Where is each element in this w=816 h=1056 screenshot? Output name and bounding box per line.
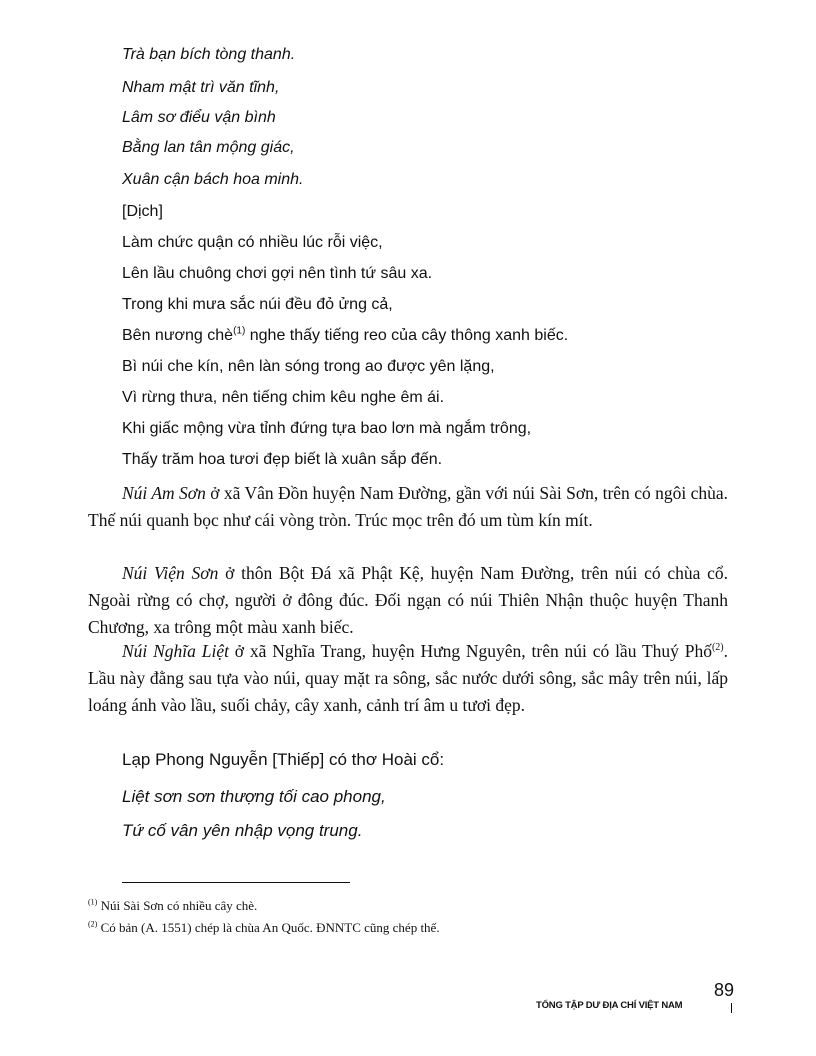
translation-line: Thấy trăm hoa tươi đẹp biết là xuân sắp đến. — [122, 451, 443, 468]
paragraph-vien-son — [88, 560, 728, 641]
poem2-line: Tứ cố vân yên nhập vọng trung. — [122, 821, 363, 840]
poem-line: Trà bạn bích tòng thanh. — [122, 46, 296, 63]
text: ở xã Vân Đồn huyện Nam Đường, gần với núi Sài Sơn, trên có ngôi chùa. Thế núi quanh bọc như cái vòng tròn. Trúc mọc trên đó um tùm kín mít. — [88, 483, 728, 530]
translation-line: Làm chức quận có nhiều lúc rỗi việc, — [122, 234, 383, 251]
poem-line: Xuân cận bách hoa minh. — [122, 171, 304, 188]
page-number: 89 — [714, 980, 735, 1000]
text: . Lầu này đằng sau tựa vào núi, quay mặt ra sông, sắc nước dưới sông, sắc mây trên núi, lấp loáng ánh vào lầu, suối chảy, cây xanh, cảnh trí âm u tươi đẹp. — [88, 641, 728, 715]
poem-line: Lâm sơ điểu vận bình — [122, 109, 276, 126]
place-name: Núi Nghĩa Liệt — [122, 641, 229, 661]
footnote-divider — [122, 882, 350, 883]
footnote — [88, 920, 440, 936]
text: ở xã Nghĩa Trang, huyện Hưng Nguyên, trên núi có lầu Thuý Phố — [228, 641, 712, 661]
footnote — [88, 898, 257, 914]
text: Bên nương chè — [122, 327, 234, 344]
text: Núi Sài Sơn có nhiều cây chè. — [97, 898, 258, 913]
text: ở thôn Bột Đá xã Phật Kệ, huyện Nam Đường, trên núi có chùa cổ. Ngoài rừng có chợ, người ở đông đúc. Đối ngạn có núi Thiên Nhận thuộc huyện Thanh Chương, xa trông một màu xanh biếc. — [88, 563, 728, 637]
footnote-mark: (2) — [88, 919, 98, 929]
translation-line: Khi giấc mộng vừa tỉnh đứng tựa bao lơn mà ngắm trông, — [122, 420, 532, 437]
translation-line: Lên lầu chuông chơi gợi nên tình tứ sâu xa. — [122, 265, 433, 282]
paragraph-nghia-liet — [88, 638, 728, 719]
intro-line: Lạp Phong Nguyễn [Thiếp] có thơ Hoài cổ: — [122, 750, 445, 769]
footnote-mark: (1) — [88, 897, 98, 907]
poem-line: Bằng lan tân mộng giác, — [122, 139, 295, 156]
footnote-ref: (1) — [233, 325, 246, 337]
footnote-ref: (2) — [711, 642, 724, 654]
text: nghe thấy tiếng reo của cây thông xanh biếc. — [245, 327, 569, 344]
footer-bar — [731, 1003, 732, 1013]
poem-line: Nham mật trì văn tĩnh, — [122, 79, 280, 96]
poem2-line: Liệt sơn sơn thượng tối cao phong, — [122, 787, 386, 806]
running-footer: TỔNG TẬP DƯ ĐỊA CHÍ VIỆT NAM — [536, 1000, 683, 1011]
translation-line: Trong khi mưa sắc núi đều đỏ ửng cả, — [122, 296, 393, 313]
place-name: Núi Am Sơn — [122, 483, 206, 503]
translation-line — [122, 326, 568, 346]
text: Có bản (A. 1551) chép là chùa An Quốc. ĐNNTC cũng chép thế. — [97, 920, 440, 935]
translation-label: [Dịch] — [122, 203, 163, 220]
place-name: Núi Viện Sơn — [122, 563, 219, 583]
paragraph-am-son — [88, 480, 728, 534]
translation-line: Vì rừng thưa, nên tiếng chim kêu nghe êm ái. — [122, 389, 445, 406]
translation-line: Bì núi che kín, nên làn sóng trong ao được yên lặng, — [122, 358, 495, 375]
